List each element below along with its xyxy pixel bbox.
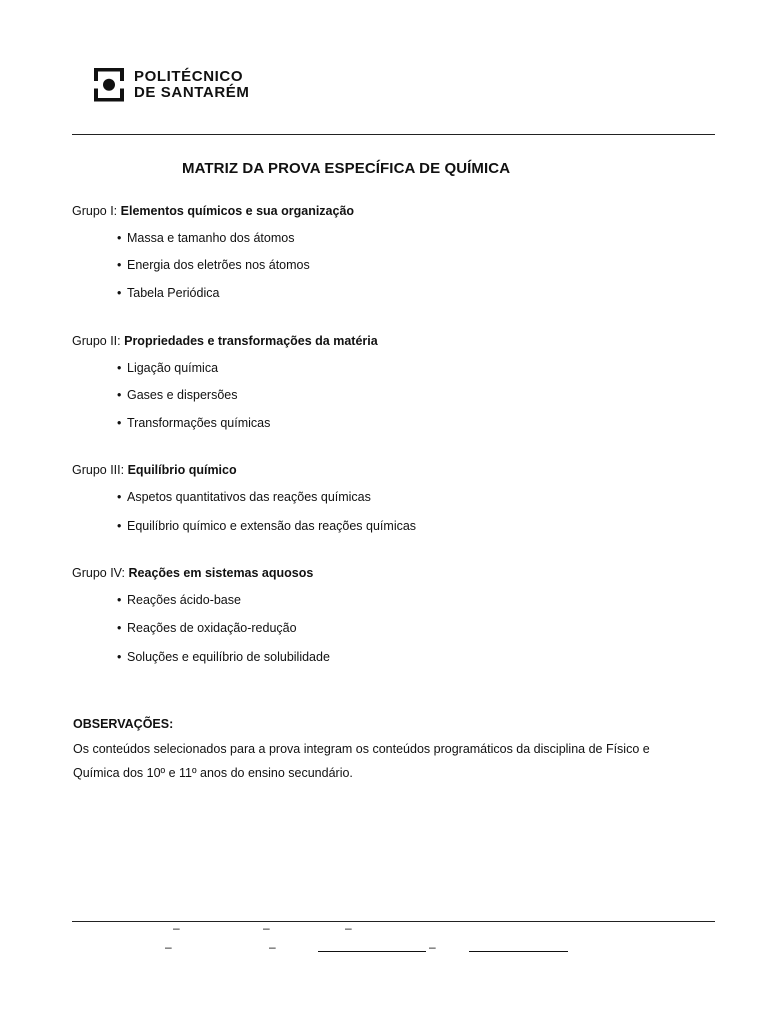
group-prefix: Grupo I: <box>72 204 121 218</box>
footer-underline <box>318 951 426 952</box>
bullet-icon: • <box>117 231 122 245</box>
institution-logo <box>94 68 264 104</box>
logo-line-1: POLITÉCNICO <box>134 68 244 85</box>
header-divider <box>72 134 715 135</box>
list-item: • Soluções e equilíbrio de solubilidade <box>117 650 330 664</box>
group-name: Propriedades e transformações da matéria <box>124 334 378 348</box>
footer-dash: – <box>263 921 270 935</box>
footer-dash: – <box>173 921 180 935</box>
list-item: • Energia dos eletrões nos átomos <box>117 258 310 272</box>
footer-dash: – <box>345 921 352 935</box>
group-prefix: Grupo II: <box>72 334 125 348</box>
bullet-icon: • <box>117 519 122 533</box>
footer-dash: – <box>165 940 172 954</box>
bullet-icon: • <box>117 621 122 635</box>
bullet-icon: • <box>117 416 122 430</box>
logo-line-2: DE SANTARÉM <box>134 84 250 101</box>
bullet-icon: • <box>117 286 122 300</box>
list-item: • Equilíbrio químico e extensão das reações químicas <box>117 519 417 533</box>
group-prefix: Grupo III: <box>72 463 128 477</box>
bullet-icon: • <box>117 650 122 664</box>
group-name: Reações em sistemas aquosos <box>128 566 314 580</box>
footer-divider <box>72 921 715 922</box>
group-heading <box>72 203 354 219</box>
bullet-icon: • <box>117 593 122 607</box>
bullet-icon: • <box>117 490 122 504</box>
list-item: • Tabela Periódica <box>117 286 220 300</box>
group-name: Equilíbrio químico <box>127 463 237 477</box>
list-item: • Ligação química <box>117 361 219 375</box>
footer-underline <box>469 951 568 952</box>
observations-title: OBSERVAÇÕES: <box>73 717 174 731</box>
list-item: • Reações ácido-base <box>117 593 241 607</box>
bullet-icon: • <box>117 258 122 272</box>
list-item: • Massa e tamanho dos átomos <box>117 231 295 245</box>
observations-text-line-2: Química dos 10º e 11º anos do ensino secundário. <box>73 766 353 780</box>
list-item: • Aspetos quantitativos das reações químicas <box>117 490 371 504</box>
list-item: • Transformações químicas <box>117 416 271 430</box>
list-item: • Gases e dispersões <box>117 388 238 402</box>
bullet-icon: • <box>117 361 122 375</box>
group-name: Elementos químicos e sua organização <box>120 204 355 218</box>
list-item: • Reações de oxidação-redução <box>117 621 297 635</box>
group-heading <box>72 565 313 581</box>
group-prefix: Grupo IV: <box>72 566 129 580</box>
logo-text <box>134 69 250 101</box>
document-title: MATRIZ DA PROVA ESPECÍFICA DE QUÍMICA <box>182 160 511 177</box>
footer-dash: – <box>429 940 436 954</box>
bullet-icon: • <box>117 388 122 402</box>
observations-text-line-1: Os conteúdos selecionados para a prova integram os conteúdos programáticos da disciplina de Físico e <box>73 742 650 756</box>
politecnico-logo-icon <box>94 68 128 102</box>
footer-dash: – <box>269 940 276 954</box>
group-heading <box>72 333 378 349</box>
group-heading <box>72 462 237 478</box>
